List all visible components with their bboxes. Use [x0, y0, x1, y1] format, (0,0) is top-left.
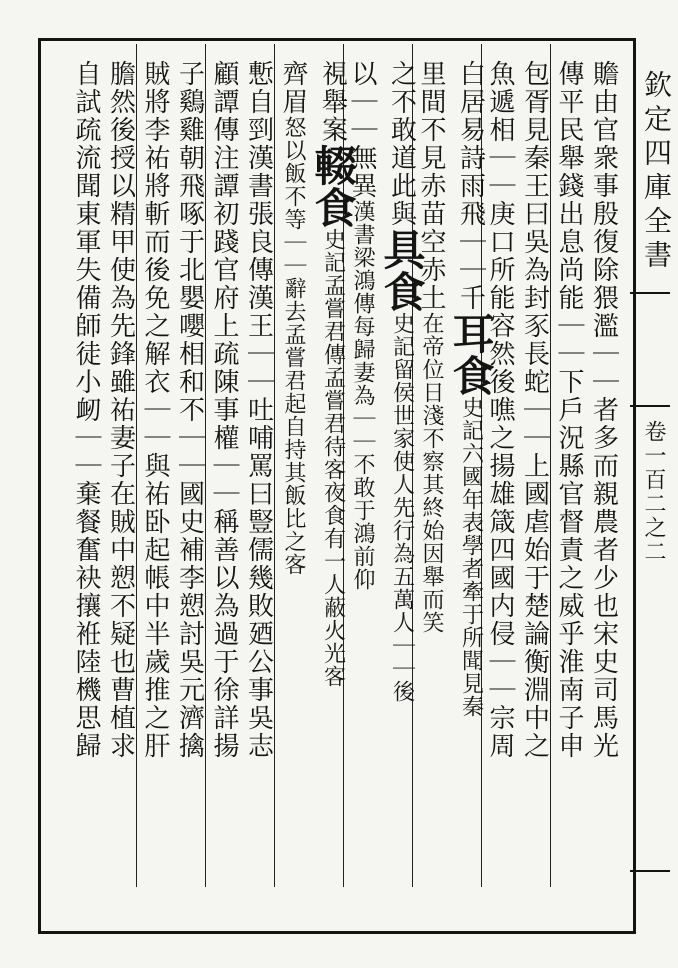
text-column — [69, 60, 103, 760]
body-text: 慙自剄漢書張良傳漢王｜｜吐哺罵曰豎儒幾敗廼公事吳志 — [243, 60, 274, 760]
annotation-text: 史記孟嘗君傳孟嘗君待客夜食有一人蔽火光客 — [320, 228, 346, 688]
body-text: 齊眉 — [278, 60, 308, 116]
annotation-text: 史記六國年表學者牽于所聞見秦 — [458, 396, 484, 718]
body-text: 賊將李祐將斬而後免之解衣｜｜與祐卧起帳中半歲推之肝 — [140, 60, 170, 760]
body-text: 顧譚傳注譚初踐官府上疏陳事權｜｜稱善以為過于徐詳揚 — [209, 60, 239, 760]
entry-heading: 輟食 — [308, 144, 358, 228]
body-text: 白居易詩雨飛｜｜千 — [455, 60, 486, 312]
text-column — [377, 60, 427, 703]
annotation-text: 史記留侯世家使人先行為五萬人｜｜後 — [389, 312, 415, 703]
text-column — [587, 60, 621, 760]
body-text: 傳平民舉錢出息尚能｜｜下戶況縣官督責之威乎淮南子申 — [554, 60, 584, 760]
body-text: 子鷄雞朝飛啄于北嬰嚶相和不｜｜國史補李愬討吳元濟擒 — [174, 60, 205, 760]
body-text: 魚遞相｜｜庚口所能容然後噍之揚雄箴四國内侵｜｜宗周 — [485, 60, 515, 760]
fishtail-top-divider — [630, 292, 670, 294]
text-column — [173, 60, 207, 760]
annotation-text: 在帝位日淺不察其終始因舉而笑 — [419, 312, 444, 634]
annotation-text: 怒以飯不等｜｜辭去孟嘗君起自持其飯比之客 — [281, 116, 306, 576]
body-text: 之不敢道此與 — [386, 60, 417, 228]
entry-heading: 耳食 — [446, 312, 496, 396]
text-column — [276, 60, 310, 576]
body-text: 里間不見赤苗空赤土 — [416, 60, 446, 312]
entry-heading: 具食 — [377, 228, 427, 312]
text-column — [446, 60, 496, 718]
fishtail-mid-divider — [630, 405, 670, 407]
body-text: 膽然後授以精甲使為先鋒雖祐妻子在賊中愬不疑也曹植求 — [105, 60, 136, 760]
text-column — [207, 60, 241, 760]
body-text: 視舉案 — [317, 60, 348, 144]
text-column — [242, 60, 276, 760]
text-column — [518, 60, 552, 760]
annotation-text: 漢書梁鴻傳每歸妻為｜｜不敢于鴻前仰 — [350, 200, 375, 591]
volume-label: 卷一百二之二 — [641, 420, 666, 564]
book-title: 欽定四庫全書 — [640, 70, 673, 274]
text-column — [138, 60, 172, 760]
text-column — [308, 60, 358, 688]
body-text: 以｜｜無異 — [347, 60, 377, 200]
body-text: 包胥見秦王曰吳為封豕長蛇｜｜上國虐始于楚論衡淵中之 — [519, 60, 550, 760]
body-text: 自試疏流聞東軍失備師徒小衂｜｜棄餐奮袂攘袵陸機思歸 — [71, 60, 101, 760]
text-column — [552, 60, 586, 760]
text-column — [104, 60, 138, 760]
fishtail-bottom-divider — [630, 870, 670, 872]
body-text: 贍由官衆事殷復除猥濫｜｜者多而親農者少也宋史司馬光 — [588, 60, 619, 760]
